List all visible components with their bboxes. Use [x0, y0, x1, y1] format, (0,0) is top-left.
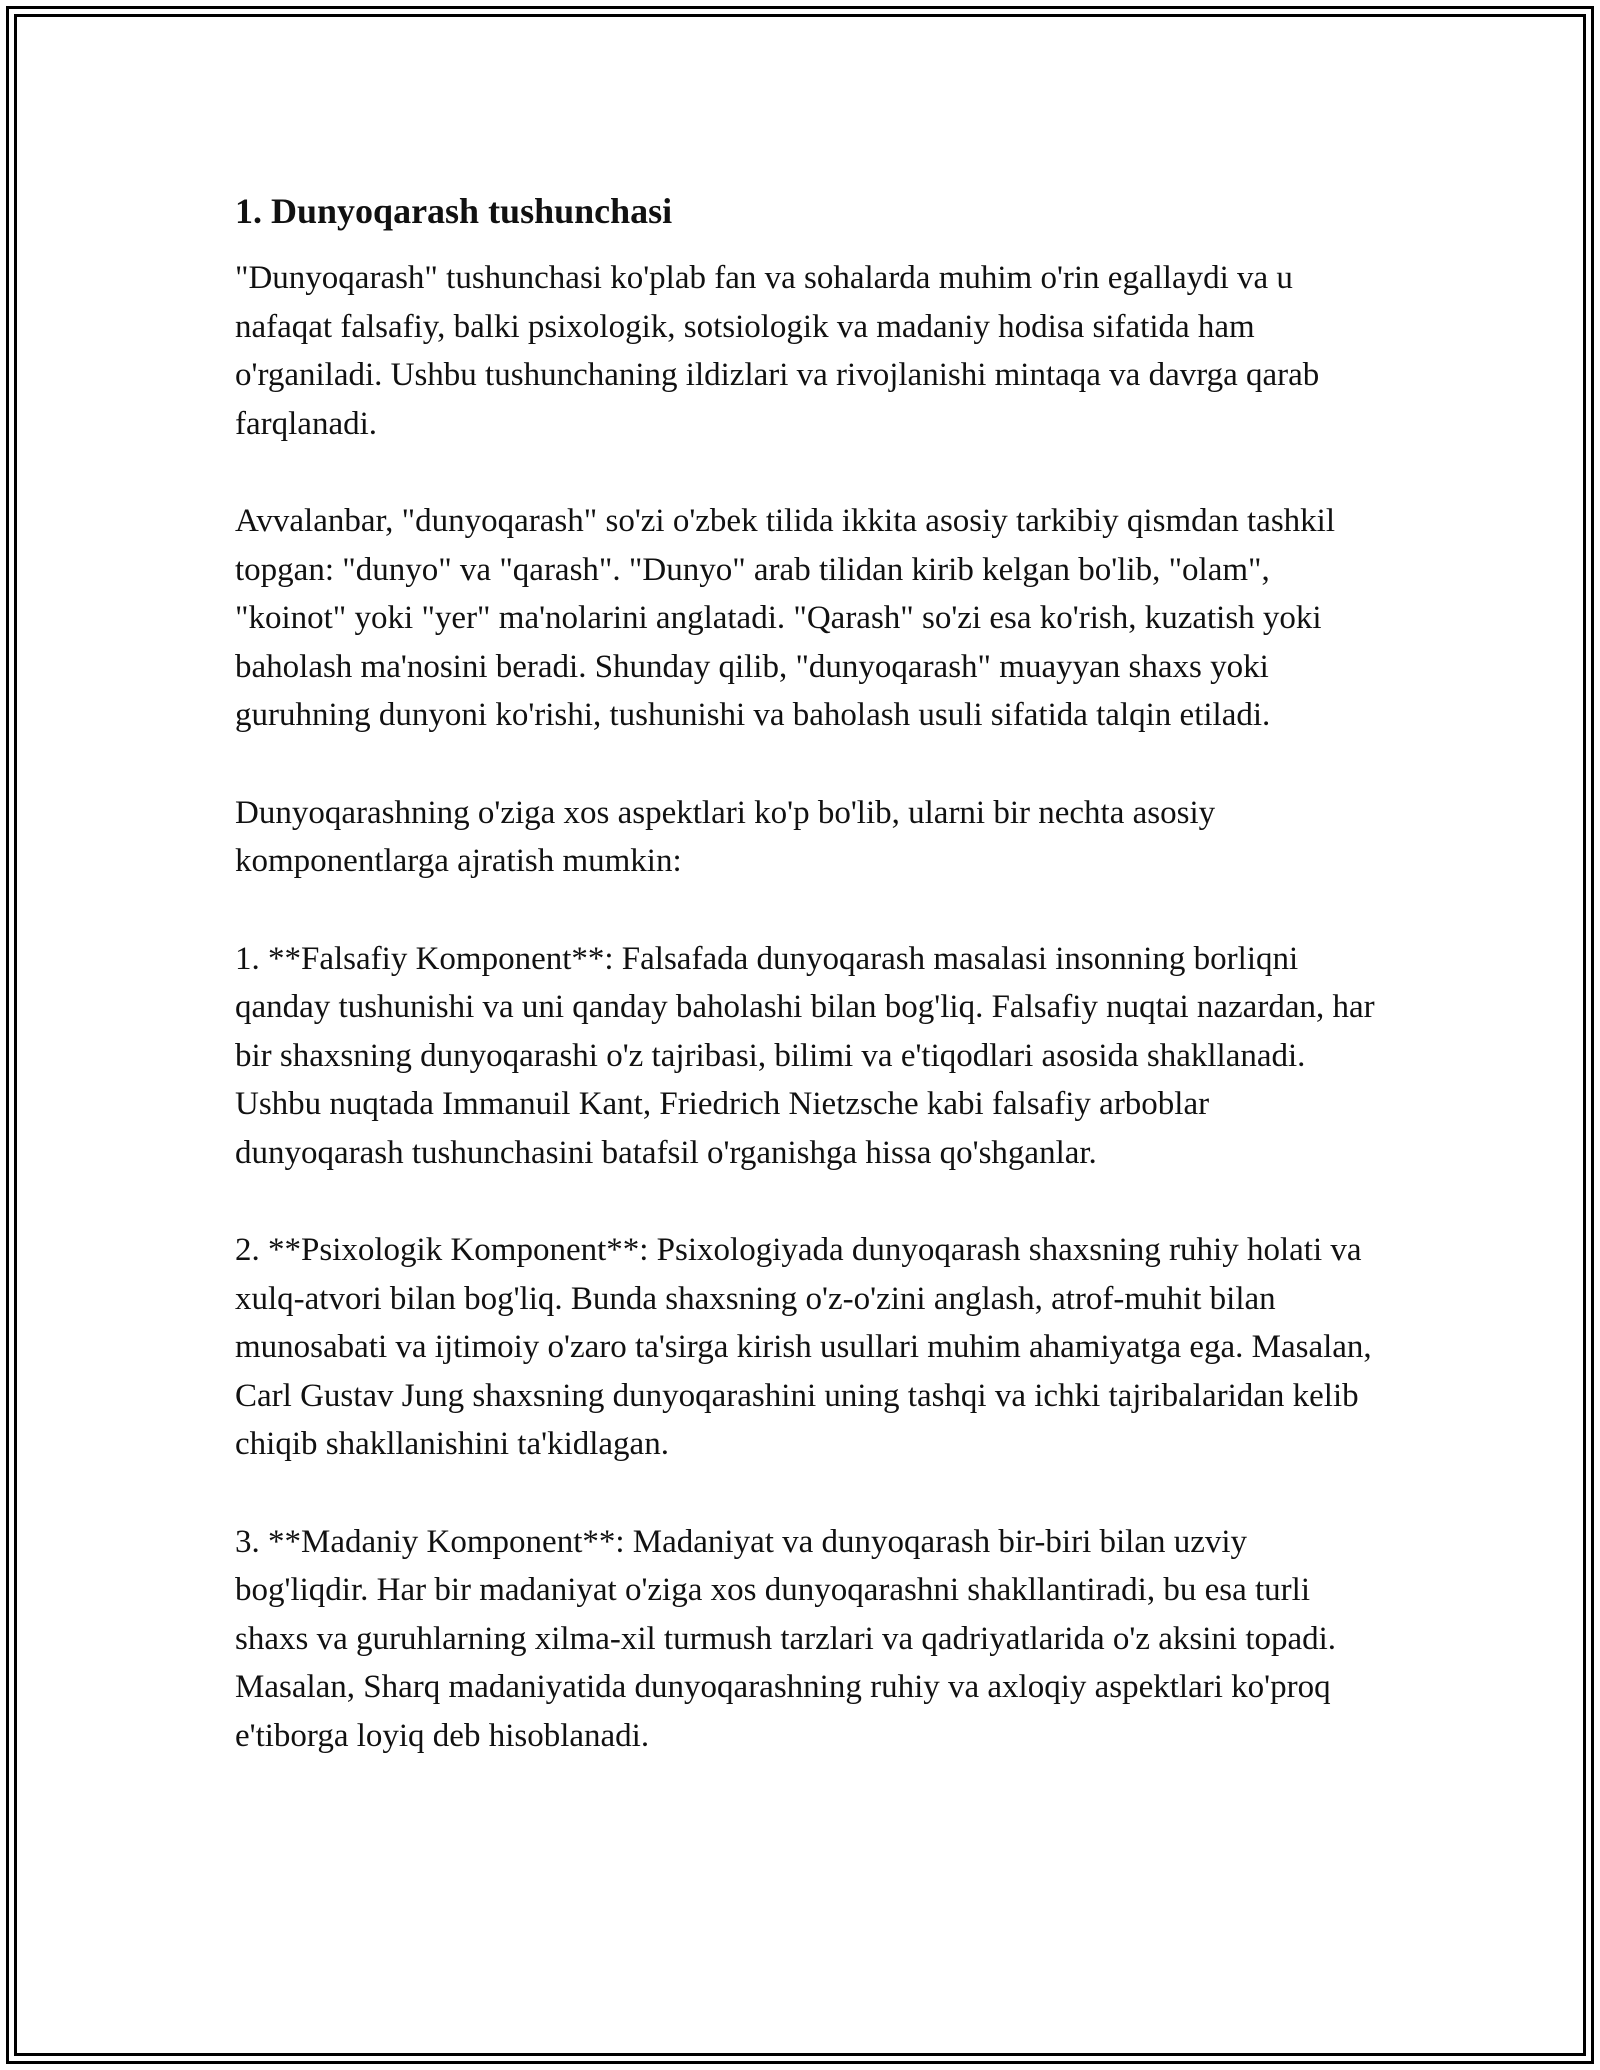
list-item-psychological: 2. **Psixologik Komponent**: Psixologiyada dunyoqarash shaxsning ruhiy holati va xulq-atvori bilan bog'liq. Bunda shaxsning o'z-o'zini anglash, atrof-muhit bilan munosabati va ijtimoiy o'zaro ta'sirga kirish usullari muhim ahamiyatga ega. Masalan, Carl Gustav Jung shaxsning dunyoqarashini uning tashqi va ichki tajribalaridan kelib chiqib shakllanishini ta'kidlagan.: [235, 1232, 1372, 1462]
paragraph-etymology: Avvalanbar, "dunyoqarash" so'zi o'zbek tilida ikkita asosiy tarkibiy qismdan tashkil topgan: "dunyo" va "qarash". "Dunyo" arab tilidan kirib kelgan bo'lib, "olam", "koinot" yoki "yer" ma'nolarini anglatadi. "Qarash" so'zi esa ko'rish, kuzatish yoki baholash ma'nosini beradi. Shunday qilib, "dunyoqarash" muayyan shaxs yoki guruhning dunyoni ko'rishi, tushunishi va baholash usuli sifatida talqin etiladi.: [235, 503, 1336, 733]
list-item-cultural: 3. **Madaniy Komponent**: Madaniyat va dunyoqarash bir-biri bilan uzviy bog'liqdir. Har bir madaniyat o'ziga xos dunyoqarashni shakllantiradi, bu esa turli shaxs va guruhlarning xilma-xil turmush tarzlari va qadriyatlarida o'z aksini topadi. Masalan, Sharq madaniyatida dunyoqarashning ruhiy va axloqiy aspektlari ko'proq e'tiborga loyiq deb hisoblanadi.: [235, 1523, 1337, 1754]
paragraph-intro: "Dunyoqarash" tushunchasi ko'plab fan va sohalarda muhim o'rin egallaydi va u nafaqat falsafiy, balki psixologik, sotsiologik va madaniy hodisa sifatida ham o'rganiladi. Ushbu tushunchaning ildizlari va rivojlanishi mintaqa va davrga qarab farqlanadi.: [235, 260, 1320, 442]
paragraph-aspects: Dunyoqarashning o'ziga xos aspektlari ko'p bo'lib, ularni bir nechta asosiy komponentlarga ajratish mumkin:: [235, 794, 1216, 879]
document-body: [235, 186, 1375, 1809]
list-item-philosophical: 1. **Falsafiy Komponent**: Falsafada dunyoqarash masalasi insonning borliqni qanday tushunishi va uni qanday baholashi bilan bog'liq. Falsafiy nuqtai nazardan, har bir shaxsning dunyoqarashi o'z tajribasi, bilimi va e'tiqodlari asosida shakllanadi. Ushbu nuqtada Immanuil Kant, Friedrich Nietzsche kabi falsafiy arboblar dunyoqarash tushunchasini batafsil o'rganishga hissa qo'shganlar.: [235, 940, 1375, 1171]
section-heading: 1. Dunyoqarash tushunchasi: [235, 191, 673, 231]
